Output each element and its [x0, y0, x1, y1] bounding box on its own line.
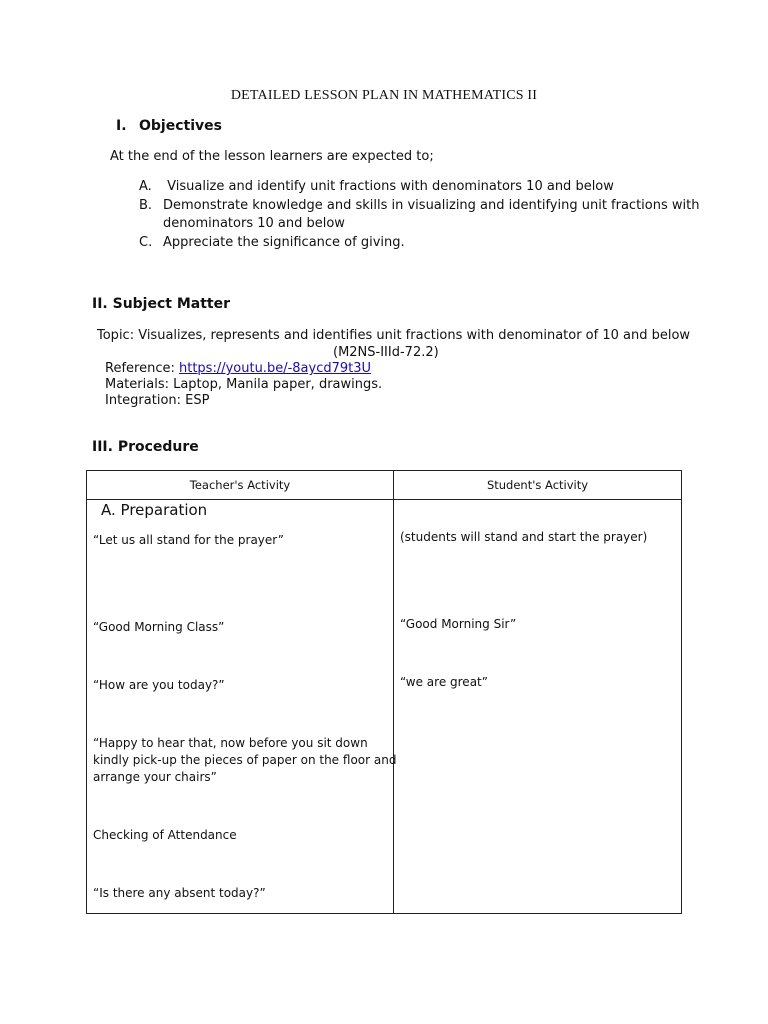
student-line-prayer: (students will stand and start the prayer)	[400, 530, 648, 544]
subject-materials: Materials: Laptop, Manila paper, drawings.	[105, 377, 383, 392]
reference-label: Reference:	[105, 361, 179, 376]
header-student-activity: Student's Activity	[486, 478, 589, 492]
teacher-line-happy-3: arrange your chairs”	[93, 770, 217, 784]
subject-topic: Topic: Visualizes, represents and identifies unit fractions with denominator of 10 and below	[97, 328, 691, 343]
objective-text-b: Demonstrate knowledge and skills in visualizing and identifying unit fractions with	[163, 198, 700, 213]
subject-matter-heading: II. Subject Matter	[92, 296, 231, 312]
teacher-line-happy-2: kindly pick-up the pieces of paper on the floor and	[93, 753, 397, 767]
objective-text-c: Appreciate the significance of giving.	[163, 235, 405, 250]
table-header-divider	[87, 499, 681, 500]
teacher-line-greeting: “Good Morning Class”	[93, 620, 225, 634]
reference-link[interactable]: https://youtu.be/-8aycd79t3U	[178, 361, 372, 376]
student-line-greeting: “Good Morning Sir”	[400, 617, 517, 631]
table-column-divider	[393, 471, 394, 913]
student-line-great: “we are great”	[400, 675, 488, 689]
subject-integration: Integration: ESP	[105, 393, 210, 408]
objective-item-a	[139, 179, 614, 194]
teacher-line-how-are-you: “How are you today?”	[93, 678, 225, 692]
objective-text-b-line2: denominators 10 and below	[163, 216, 345, 231]
objective-letter-c: C.	[139, 235, 153, 250]
header-teacher-activity: Teacher's Activity	[189, 478, 291, 492]
teacher-line-happy-1: “Happy to hear that, now before you sit down	[93, 736, 368, 750]
subject-code: (M2NS-IIId-72.2)	[333, 345, 439, 360]
subject-reference	[105, 361, 371, 376]
teacher-line-prayer: “Let us all stand for the prayer”	[93, 533, 284, 547]
teacher-line-absent: “Is there any absent today?”	[93, 886, 266, 900]
procedure-table	[86, 470, 682, 914]
objectives-numeral: I.	[116, 118, 127, 134]
objectives-intro: At the end of the lesson learners are expected to;	[110, 149, 434, 164]
objective-item-c	[139, 235, 405, 250]
objectives-heading: Objectives	[139, 118, 222, 134]
objective-text-a: Visualize and identify unit fractions with denominators 10 and below	[163, 179, 614, 194]
objective-letter-a: A.	[139, 179, 152, 194]
procedure-heading: III. Procedure	[92, 439, 199, 455]
objective-item-b	[139, 198, 699, 213]
objective-letter-b: B.	[139, 198, 153, 213]
teacher-line-attendance: Checking of Attendance	[93, 828, 237, 842]
document-title: DETAILED LESSON PLAN IN MATHEMATICS II	[230, 88, 538, 103]
preparation-heading: A. Preparation	[101, 501, 208, 519]
